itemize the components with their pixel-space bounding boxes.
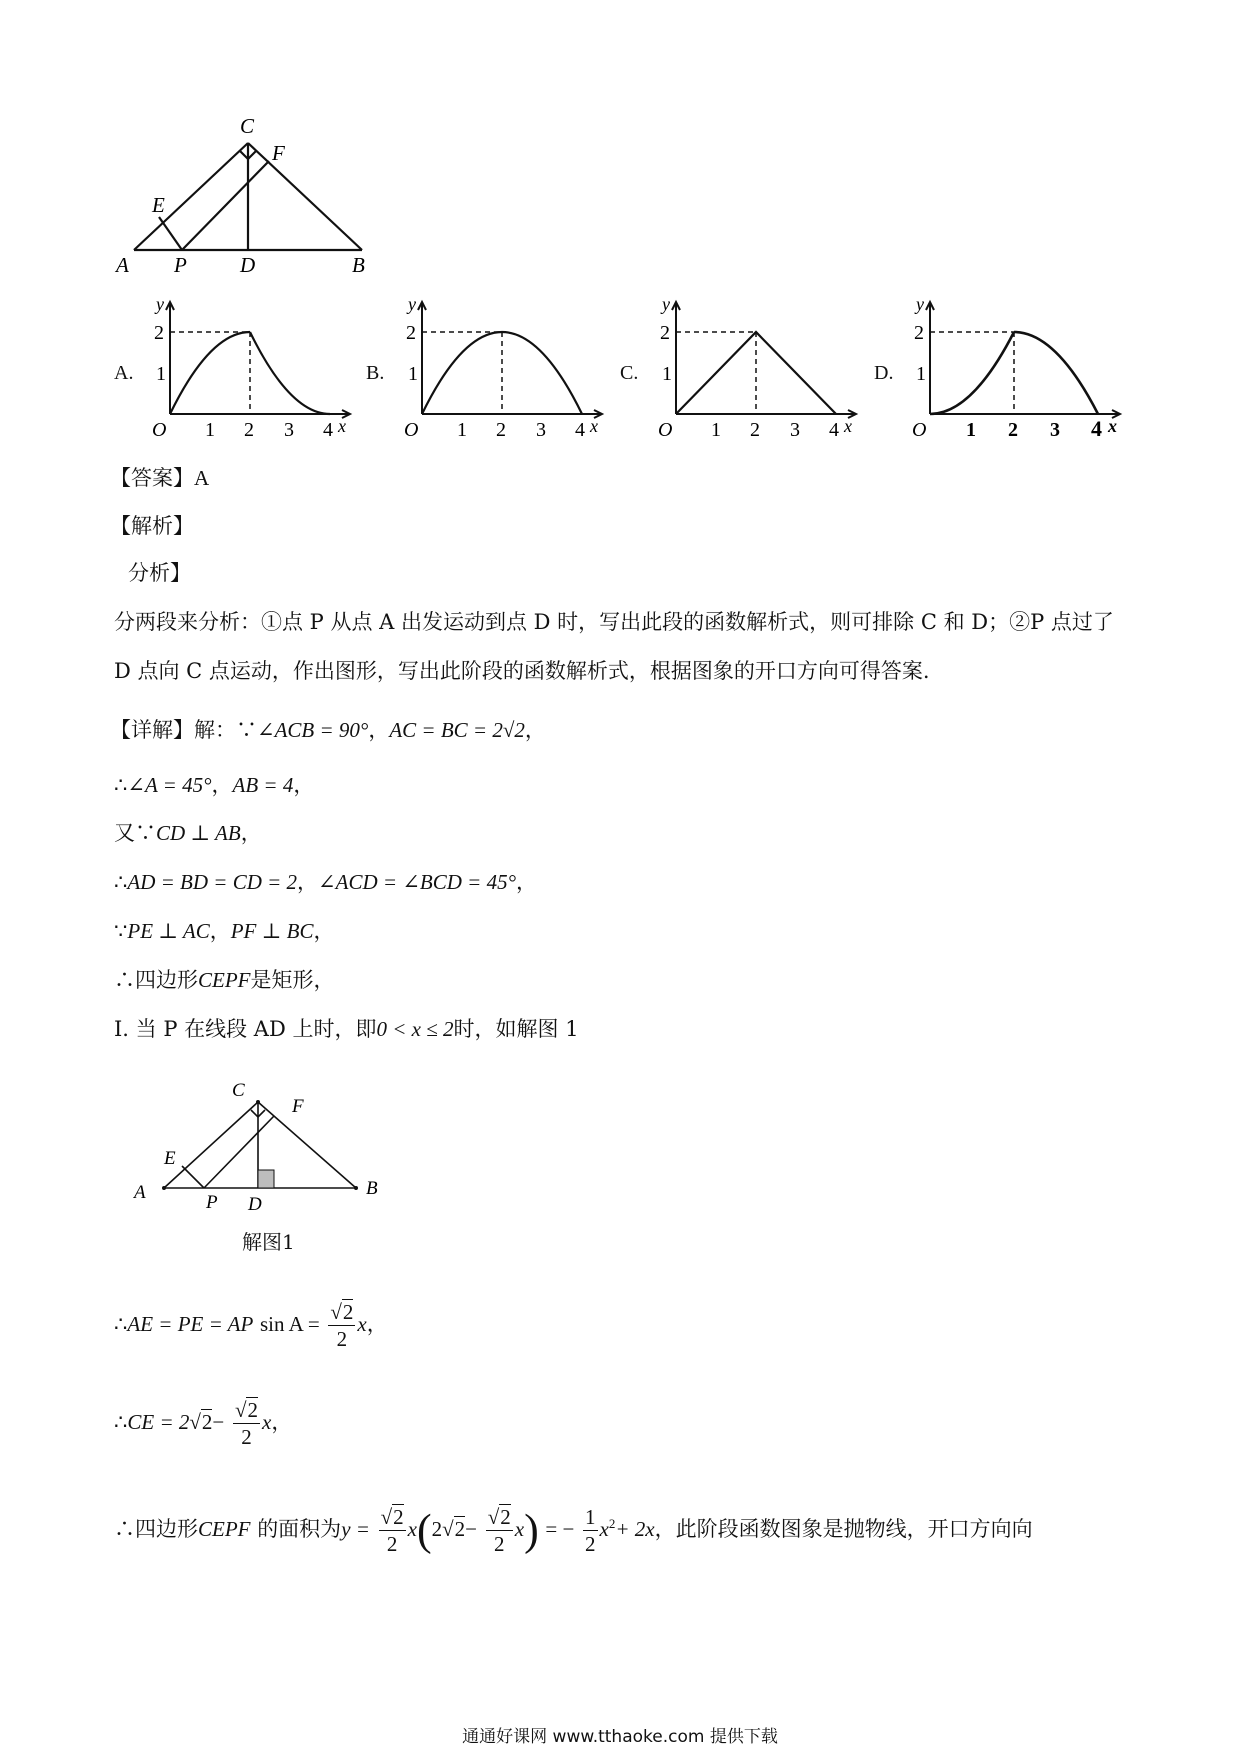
graph-a-tick-x2: 2 — [244, 419, 254, 441]
eq3-prefix: ∴四边形 — [114, 1517, 198, 1541]
eq3-eq: = − — [545, 1517, 575, 1541]
graph-c-tick-x3: 3 — [790, 419, 800, 441]
eq1-fraction: $\frac{√2}{2}$ — [330, 1300, 354, 1351]
solution-l1-sep: ， — [368, 718, 390, 742]
eq1-fn: sin A = — [260, 1312, 320, 1336]
eq3-fraction-2: $\frac{√2}{2}$ — [487, 1505, 511, 1556]
sol-label-D: D — [248, 1194, 262, 1215]
solution-l4-math1: AD = BD = CD = 2 — [127, 870, 298, 894]
graph-b-tick-x2: 2 — [496, 419, 506, 441]
solution-line-3 — [114, 818, 262, 848]
graph-c-axis-y: y — [662, 296, 670, 314]
graph-a-tick-y1: 1 — [156, 363, 166, 385]
graph-option-c — [654, 296, 864, 442]
eq3-inner-minus: − — [465, 1517, 478, 1541]
solution-l2-sep: ， — [211, 773, 233, 797]
eq2-prefix: ∴ — [114, 1410, 128, 1434]
graph-b-axis-x: x — [590, 416, 598, 436]
eq3-half-den: 2 — [585, 1532, 596, 1556]
solution-l7-math: 0 < x ≤ 2 — [376, 1017, 454, 1041]
eq3-mid: 的面积为 — [257, 1517, 342, 1541]
solution-l1-math2: AC = BC = 2√2 — [389, 718, 525, 742]
eq1-lhs: AE = PE = AP — [127, 1312, 254, 1336]
graph-c-tick-y1: 1 — [662, 363, 672, 385]
main-triangle-figure — [112, 105, 392, 280]
graph-a-tick-x1: 1 — [205, 419, 215, 441]
eq3-tail: x — [599, 1517, 609, 1541]
solution-l1-math1: ∠ACB = 90° — [257, 718, 369, 742]
solution-l3-math: CD ⊥ AB — [156, 821, 241, 845]
eq3-inner-x: x — [514, 1517, 525, 1541]
graph-b-tick-y2: 2 — [406, 322, 416, 344]
eq2-rad: 2 — [201, 1410, 213, 1434]
graph-d-tick-x1: 1 — [966, 419, 976, 441]
graph-a-origin: O — [152, 419, 167, 441]
solution-line-1 — [110, 715, 546, 745]
label-F: F — [272, 141, 285, 165]
eq2-num: 2 — [247, 1398, 258, 1422]
solution-l3-end: ， — [240, 821, 262, 845]
graph-b-origin: O — [404, 419, 419, 441]
eq3-y: y = — [341, 1517, 370, 1541]
eq2-end: ， — [271, 1410, 293, 1434]
solution-line-7 — [114, 1014, 579, 1044]
solution-l4-end: ， — [515, 870, 537, 894]
answer-line — [110, 463, 209, 493]
option-a-label: A. — [114, 362, 134, 384]
graph-d-tick-y1: 1 — [916, 363, 926, 385]
solution-l4-prefix: ∴ — [114, 870, 128, 894]
answer-value: A — [194, 466, 210, 490]
analysis-paragraph-2: D 点向 C 点运动，作出图形，写出此阶段的函数解析式，根据图象的开口方向可得答案. — [114, 659, 930, 683]
graph-c-tick-x1: 1 — [711, 419, 721, 441]
solution-l5-math2: PF ⊥ BC — [230, 919, 314, 943]
solution-l4-sep: ， — [297, 870, 319, 894]
solution-l2-math1: ∠A = 45° — [127, 773, 212, 797]
sol-label-B: B — [366, 1178, 378, 1199]
eq3-inner-den: 2 — [493, 1532, 505, 1556]
graph-d-origin: O — [912, 419, 927, 441]
label-A: A — [116, 253, 129, 277]
solution-l2-math2: AB = 4 — [232, 773, 294, 797]
graph-b-tick-y1: 1 — [408, 363, 418, 385]
graph-c-origin: O — [658, 419, 673, 441]
graph-a-axis-x: x — [338, 416, 346, 436]
solution-l5-prefix: ∵ — [114, 919, 128, 943]
analysis-tag: 【解析】 — [110, 514, 194, 538]
eq3-inner-rad: 2 — [454, 1517, 466, 1541]
graph-c-tick-y2: 2 — [660, 322, 670, 344]
option-d-label: D. — [874, 362, 894, 384]
solution-l1-end: ， — [524, 718, 546, 742]
eq1-end: ， — [366, 1312, 388, 1336]
solution-line-2 — [114, 770, 314, 800]
graph-option-d — [908, 296, 1128, 442]
sol-label-A: A — [134, 1182, 146, 1203]
eq2-den: 2 — [241, 1425, 252, 1449]
eq3-fraction-1: $\frac{√2}{2}$ — [380, 1505, 404, 1556]
sol-label-C: C — [232, 1080, 245, 1101]
graph-b-tick-x1: 1 — [457, 419, 467, 441]
eq2-minus: − — [212, 1410, 225, 1434]
eq3-half-num: 1 — [585, 1505, 596, 1529]
equation-ae — [114, 1296, 388, 1352]
eq3-name: CEPF — [198, 1517, 251, 1541]
label-D: D — [240, 253, 256, 277]
solution-line-4 — [114, 867, 537, 897]
solution-l5-end: ， — [313, 919, 335, 943]
graph-a-axis-y: y — [156, 296, 164, 314]
solution-l2-prefix: ∴ — [114, 773, 128, 797]
graph-d-tick-y2: 2 — [914, 322, 924, 344]
solution-l5-math1: PE ⊥ AC — [127, 919, 210, 943]
solution-l3-prefix: 又∵ — [114, 821, 156, 845]
analysis-paragraph-1: 分两段来分析：①点 P 从点 A 出发运动到点 D 时，写出此段的函数解析式，则可排除 C 和 D；②P 点过了 — [114, 610, 1114, 634]
graph-b-axis-y: y — [408, 296, 416, 314]
solution-l7-end: 时，如解图 1 — [453, 1017, 579, 1041]
eq2-var: x — [261, 1410, 272, 1434]
eq1-prefix: ∴ — [114, 1312, 128, 1336]
solution-l6-end: 是矩形， — [250, 968, 335, 992]
eq1-num: 2 — [342, 1300, 354, 1324]
label-P: P — [174, 253, 187, 277]
eq3-inner-num: 2 — [500, 1505, 511, 1529]
graph-d-axis-x: x — [1108, 416, 1117, 436]
eq3-sup: 2 — [608, 1516, 616, 1531]
graph-d-tick-x2: 2 — [1008, 419, 1018, 441]
equation-area: ∴四边形CEPF 的面积为y = $\frac{√2}{2}$ x(2√2− $\frac{√2}{2}$ x) = − $\frac{1}{2}$ $x^2+ 2x$，此阶段函数图象是抛物线，开口方向向 — [114, 1505, 1033, 1556]
graph-c-tick-x4: 4 — [829, 419, 839, 441]
label-E: E — [152, 193, 165, 217]
eq3-fraction-half — [583, 1504, 598, 1557]
solution-l4-math2: ∠ACD = ∠BCD = 45° — [318, 870, 516, 894]
eq1-den: 2 — [336, 1327, 348, 1351]
solution-l6-prefix: ∴四边形 — [114, 968, 198, 992]
solution-line-5 — [114, 916, 334, 946]
graph-c-axis-x: x — [844, 416, 852, 436]
graph-option-a — [148, 296, 358, 442]
eq3-den: 2 — [386, 1532, 398, 1556]
graph-c-tick-x2: 2 — [750, 419, 760, 441]
solution-line-6 — [114, 965, 335, 995]
eq2-fraction: $\frac{√2}{2}$ — [234, 1398, 258, 1449]
eq1-var: x — [357, 1312, 367, 1336]
solution-l7-prefix: I. 当 P 在线段 AD 上时，即 — [114, 1017, 377, 1041]
label-B: B — [352, 253, 365, 277]
eq3-end: ，此阶段函数图象是抛物线，开口方向向 — [654, 1517, 1033, 1541]
graph-d-tick-x4: 4 — [1091, 416, 1102, 441]
sol-label-P: P — [206, 1192, 218, 1213]
eq2-lhs: CE = 2 — [127, 1410, 190, 1434]
eq3-x: x — [407, 1517, 417, 1541]
solution-l1-prefix: 【详解】解：∵ — [110, 718, 257, 742]
graph-a-tick-y2: 2 — [154, 322, 164, 344]
sol-label-E: E — [164, 1148, 176, 1169]
page-footer: 通通好课网 www.tthaoke.com 提供下载 — [462, 1727, 778, 1747]
graph-b-tick-x3: 3 — [536, 419, 546, 441]
graph-a-tick-x3: 3 — [284, 419, 294, 441]
solution-l6-math: CEPF — [198, 968, 251, 992]
solution-l5-sep: ， — [209, 919, 231, 943]
solution-figure-caption: 解图1 — [242, 1230, 295, 1254]
eq3-num: 2 — [393, 1505, 404, 1529]
graph-d-axis-y: y — [916, 296, 924, 314]
option-b-label: B. — [366, 362, 385, 384]
option-c-label: C. — [620, 362, 639, 384]
eq3-plus: + 2x — [615, 1517, 655, 1541]
eq3-inner-a: 2 — [431, 1517, 443, 1541]
answer-tag: 【答案】 — [110, 466, 194, 490]
graph-d-tick-x3: 3 — [1050, 419, 1060, 441]
analysis-subtag: 分析】 — [128, 561, 191, 585]
label-C: C — [240, 114, 255, 138]
equation-ce: ∴CE = 2√2− $\frac{√2}{2}$ x， — [114, 1398, 293, 1449]
graph-b-tick-x4: 4 — [575, 419, 585, 441]
graph-option-b — [400, 296, 610, 442]
sol-label-F: F — [292, 1096, 304, 1117]
solution-l2-end: ， — [293, 773, 315, 797]
graph-a-tick-x4: 4 — [323, 419, 333, 441]
